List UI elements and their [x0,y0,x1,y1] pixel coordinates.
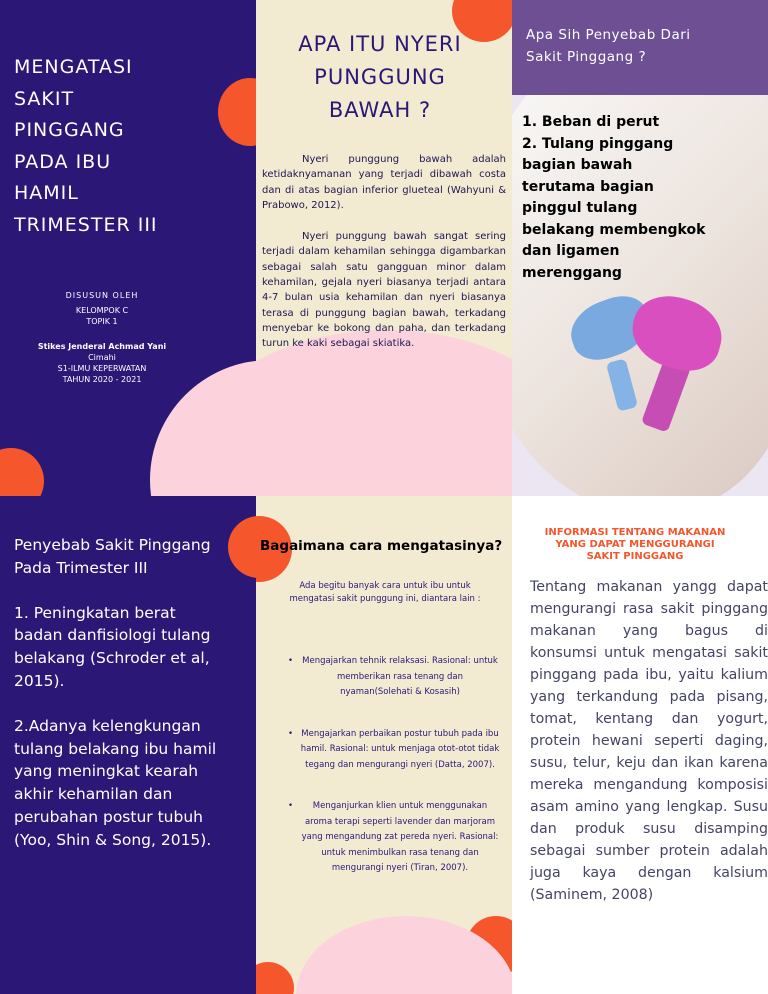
banner-line: Sakit Pinggang ? [526,49,647,65]
solutions-intro: Ada begitu banyak cara untuk ibu untuk mengatasi sakit punggung ini, diantara lain : [289,581,481,604]
list-item: 1. Beban di perut [522,114,660,130]
credits-label: DISUSUN OLEH [65,291,139,300]
solutions-panel [256,496,512,994]
list-item: dan ligamen [522,243,620,259]
list-item: belakang membengkok [522,221,706,238]
institution-city: Cimahi [88,353,116,362]
section-heading: Penyebab Sakit Pinggang Pada Trimester III [14,536,211,577]
definition-body [262,152,506,368]
nutrition-panel [512,496,768,994]
title-line: PINGGANG [14,119,125,141]
trimester-causes-panel [0,496,256,994]
definition-panel [256,0,512,496]
list-item: 2. Tulang pinggang [522,135,674,152]
bullet-icon: • [288,801,294,811]
heading-line: BAWAH ? [328,98,432,122]
cover-panel [0,0,256,496]
list-item: bagian bawah [522,157,633,173]
solution-text: Menganjurkan klien untuk menggunakan aroma terapi seperti lavender dan marjoram yang mengandung zat pereda nyeri. Rasional: untuk menimbulkan rasa tenang dan mengurangi nyeri (Tiran, 2007). [301,801,499,873]
cause-item: 1. Peningkatan berat badan danfisiologi tulang belakang (Schroder et al, 2015). [14,603,211,690]
orange-dot-decoration [228,516,256,578]
banner-question [526,24,756,68]
bullet-icon: • [288,728,294,739]
banner-line: Apa Sih Penyebab Dari [526,27,691,43]
cause-item: 2.Adanya kelengkungan tulang belakang ibu hamil yang meningkat kearah akhir kehamilan dan perubahan postur tubuh (Yoo, Shin & Song, 2015). [14,716,217,849]
list-item: terutama bagian [522,178,654,195]
list-item: merenggang [522,264,622,281]
institution-name: Stikes Jenderal Achmad Yani [37,342,167,351]
heading-line: PUNGGUNG [314,65,446,89]
heading-line: APA ITU NYERI [298,32,462,56]
definition-heading [280,28,480,127]
list-item [280,654,500,701]
title-line: PADA IBU [14,150,112,173]
nutrition-heading [522,527,748,563]
topic-name: TOPIK 1 [86,317,118,326]
bullet-icon: • [288,656,294,666]
trimester-causes-text [14,534,219,874]
causes-photo-panel [512,0,768,496]
heading-line: YANG DAPAT MENGGURANGI [555,539,715,550]
orange-dot-decoration [0,448,44,496]
solution-text: Mengajarkan perbaikan postur tubuh pada ibu hamil. Rasional: untuk menjaga otot-otot tidak tegang dan mengurangi nyeri (Datta, 2007). [300,728,500,770]
title-line: HAMIL [14,182,79,204]
title-line: SAKIT [14,87,75,110]
solutions-heading: Bagaimana cara mengatasinya? [260,538,503,554]
heading-line: SAKIT PINGGANG [586,551,684,562]
symptoms-paragraph: Nyeri punggung bawah sangat sering terjadi dalam kehamilan sehingga digambarkan sebagai salah satu gangguan minor dalam kehamilan, gejala nyeri biasanya terjadi antara 4-7 bulan usia kehamilan dan nyeri biasanya terasa di punggung bagian bawah, terkadang menyebar ke bokong dan paha, dan terkadang turun ke kaki sebagai skiatika. [262,231,506,350]
heading-line: INFORMASI TENTANG MAKANAN [544,527,726,538]
solutions-list [280,654,500,903]
academic-year: TAHUN 2020 - 2021 [62,375,142,384]
title-line: TRIMESTER III [14,213,158,236]
causes-list [522,112,762,284]
brochure-title [14,52,244,241]
solution-text: Mengajarkan tehnik relaksasi. Rasional: untuk memberikan rasa tenang dan nyaman(Solehati & Kosasih) [302,656,498,697]
list-item: pinggul tulang [522,200,638,216]
list-item [280,727,500,774]
definition-paragraph: Nyeri punggung bawah adalah ketidaknyamanan yang terjadi dibawah costa dan di atas bagian inferior glueteal (Wahyuni & Prabowo, 2012). [262,154,506,211]
program-name: S1-ILMU KEPERWATAN [57,364,147,373]
orange-dot-decoration [256,962,294,994]
credits-block [0,290,204,385]
nutrition-body: Tentang makanan yangg dapat mengurangi rasa sakit pinggang makanan yang bagus di konsumsi untuk mengatasi sakit pinggang pada ibu, yaitu kalium yang terkandung pada pisang, tomat, kentang dan yogurt, protein hewani seperti daging, susu, telur, keju dan ikan karena mereka mengandung komposisi asam amino yang lengkap. Susu dan produk susu disamping sebagai sumber protein adalah juga kaya dengan kalsium (Saminem, 2008) [530,579,768,903]
list-item [280,799,500,877]
title-line: MENGATASI [14,56,133,78]
group-name: KELOMPOK C [75,306,129,315]
